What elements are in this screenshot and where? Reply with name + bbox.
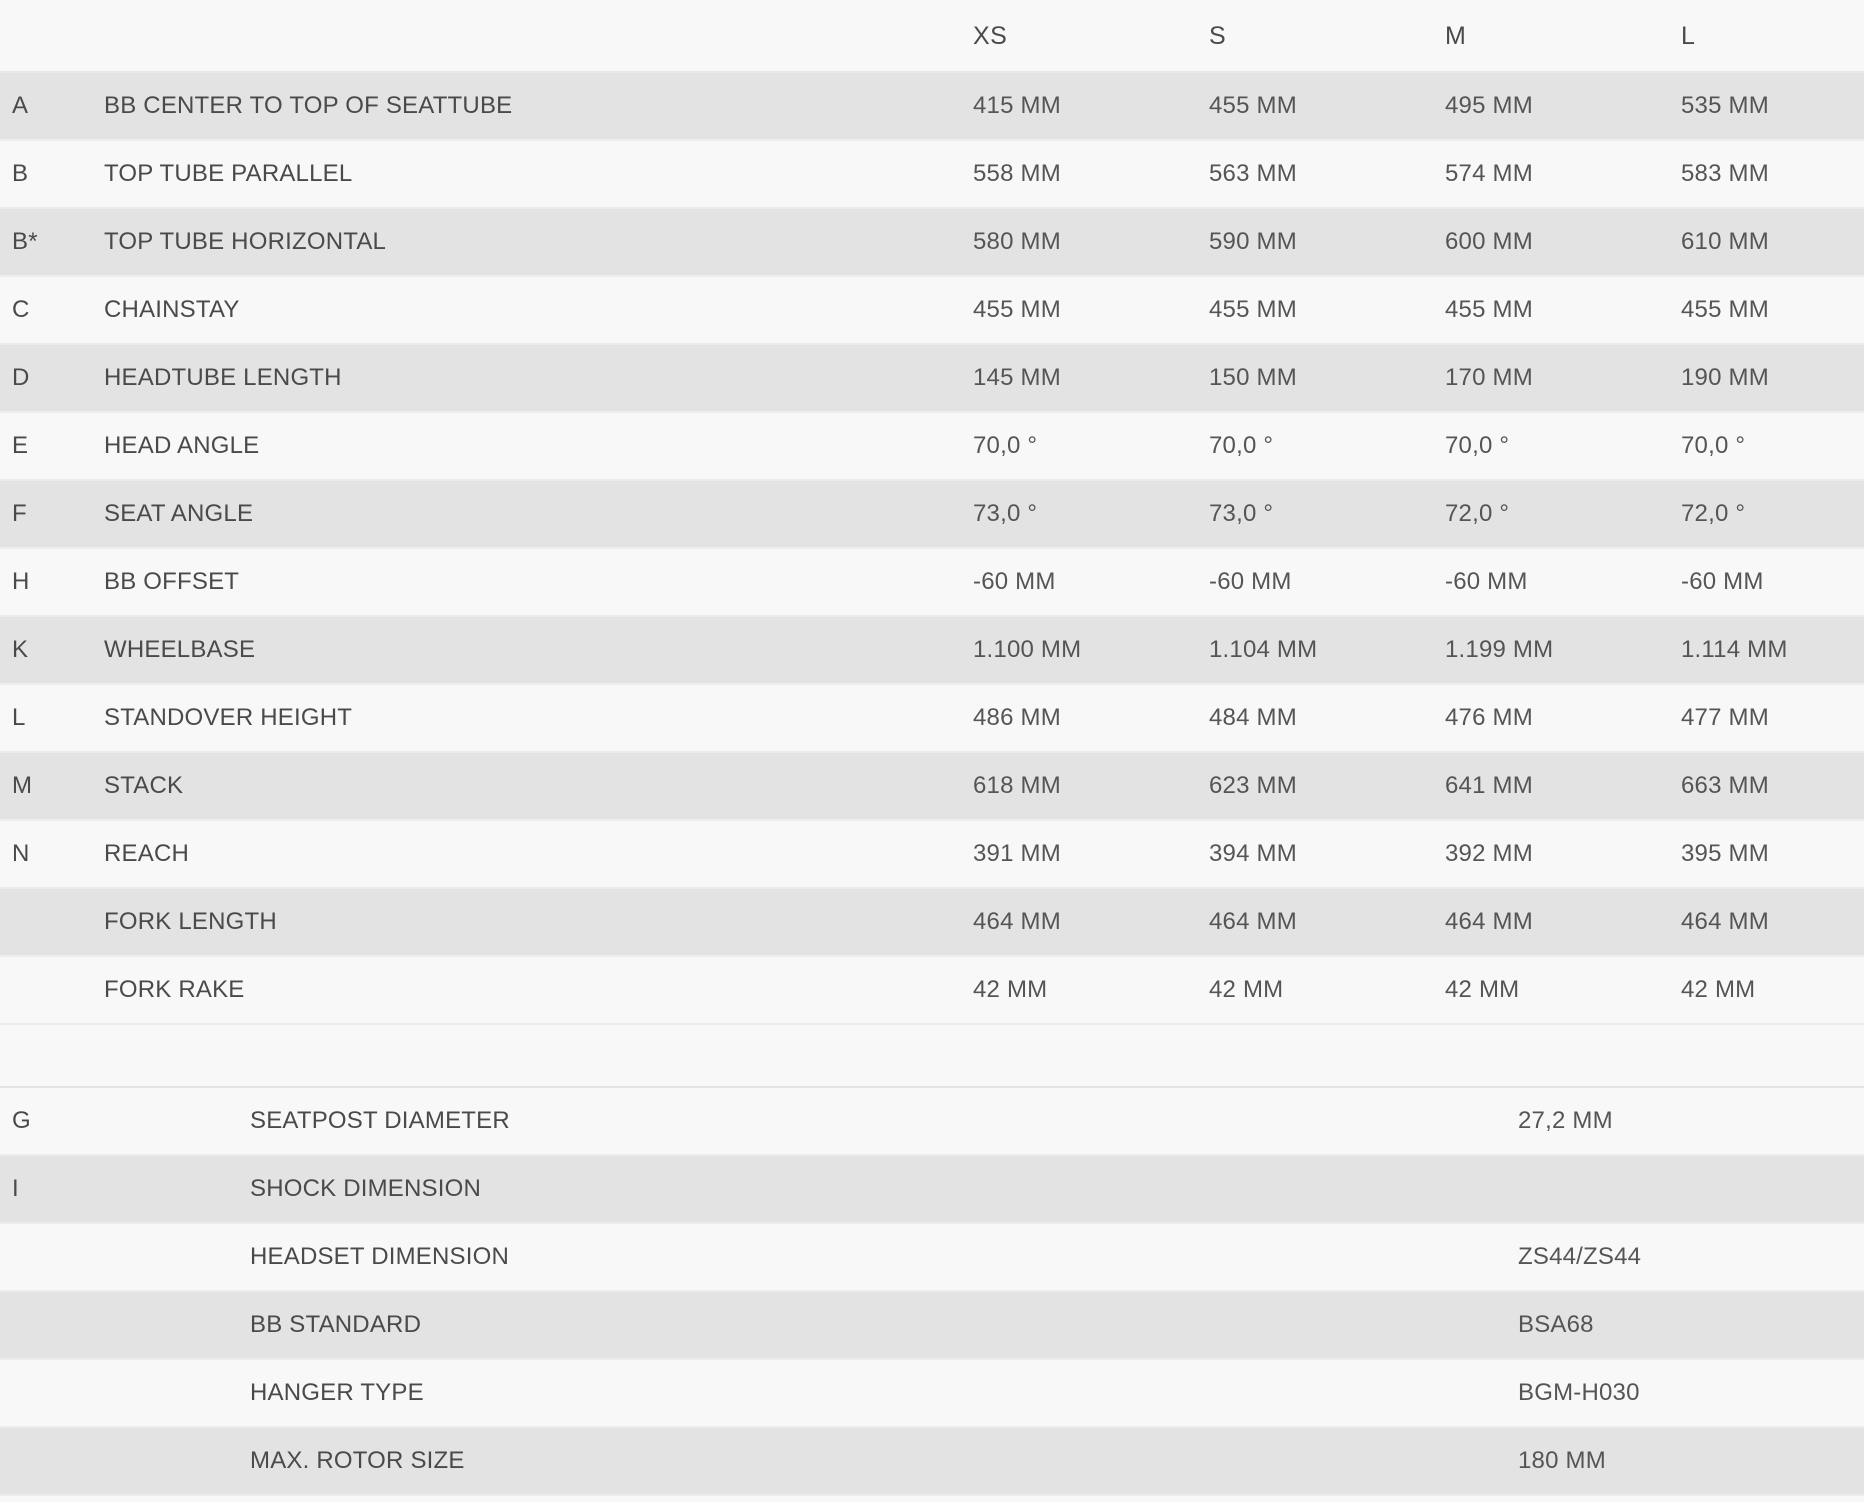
size-value-s: 563 MM [1209,160,1297,187]
size-value-m: 392 MM [1445,840,1533,867]
size-value-xs: 391 MM [973,840,1061,867]
spec-label: HANGER TYPE [250,1379,424,1406]
row-code: E [12,432,29,459]
row-code: D [12,364,30,391]
geometry-row [0,753,1864,821]
size-value-l: 1.114 MM [1681,636,1788,663]
size-value-l: -60 MM [1681,568,1764,595]
size-value-l: 583 MM [1681,160,1769,187]
geometry-row [0,141,1864,209]
size-header-l: L [1681,22,1696,50]
size-value-xs: 42 MM [973,976,1048,1003]
size-value-xs: 415 MM [973,92,1061,119]
geometry-row [0,685,1864,753]
row-label: FORK LENGTH [104,908,277,935]
size-value-m: 464 MM [1445,908,1533,935]
spec-code: G [12,1107,31,1134]
size-value-l: 535 MM [1681,92,1769,119]
size-value-s: 42 MM [1209,976,1284,1003]
size-value-xs: 486 MM [973,704,1061,731]
spec-label: BB STANDARD [250,1311,422,1338]
size-value-xs: 618 MM [973,772,1061,799]
row-code: N [12,840,30,867]
size-value-s: -60 MM [1209,568,1292,595]
size-value-s: 150 MM [1209,364,1297,391]
spec-row [0,1088,1864,1156]
spec-row [0,1360,1864,1428]
size-header-xs: XS [973,22,1008,50]
spec-value: 27,2 MM [1518,1107,1613,1134]
row-code: B* [12,228,38,255]
row-label: TOP TUBE PARALLEL [104,160,353,187]
size-value-xs: 145 MM [973,364,1061,391]
row-label: STANDOVER HEIGHT [104,704,353,731]
size-value-s: 464 MM [1209,908,1297,935]
size-value-xs: 580 MM [973,228,1061,255]
row-label: CHAINSTAY [104,296,240,323]
row-code: C [12,296,30,323]
spec-row [0,1156,1864,1224]
size-value-s: 590 MM [1209,228,1297,255]
row-label: REACH [104,840,190,867]
spec-value: BGM-H030 [1518,1379,1640,1406]
row-code: M [12,772,33,799]
spec-label: MAX. ROTOR SIZE [250,1447,465,1474]
geometry-row [0,345,1864,413]
size-value-s: 1.104 MM [1209,636,1318,663]
size-value-m: 641 MM [1445,772,1533,799]
spec-value: BSA68 [1518,1311,1594,1338]
geometry-row [0,73,1864,141]
size-value-m: 476 MM [1445,704,1533,731]
spec-value: 180 MM [1518,1447,1606,1474]
spec-code: I [12,1175,19,1202]
row-label: STACK [104,772,184,799]
size-value-xs: 70,0 ° [973,432,1038,459]
size-value-s: 73,0 ° [1209,500,1274,527]
size-value-l: 42 MM [1681,976,1756,1003]
spec-label: SHOCK DIMENSION [250,1175,482,1202]
size-header-m: M [1445,22,1467,50]
size-value-l: 477 MM [1681,704,1769,731]
geometry-row [0,617,1864,685]
size-value-l: 455 MM [1681,296,1769,323]
size-value-m: 495 MM [1445,92,1533,119]
size-value-xs: 455 MM [973,296,1061,323]
size-value-xs: 73,0 ° [973,500,1038,527]
size-value-m: 574 MM [1445,160,1533,187]
geometry-row [0,549,1864,617]
size-value-l: 395 MM [1681,840,1769,867]
size-value-xs: 464 MM [973,908,1061,935]
row-label: BB CENTER TO TOP OF SEATTUBE [104,92,513,119]
size-value-s: 484 MM [1209,704,1297,731]
row-code: K [12,636,29,663]
spec-row [0,1224,1864,1292]
size-value-l: 610 MM [1681,228,1769,255]
geometry-row [0,209,1864,277]
size-value-m: -60 MM [1445,568,1528,595]
row-label: FORK RAKE [104,976,245,1003]
size-value-m: 455 MM [1445,296,1533,323]
geometry-row [0,481,1864,549]
size-value-l: 190 MM [1681,364,1769,391]
size-value-s: 455 MM [1209,296,1297,323]
spec-label: HEADSET DIMENSION [250,1243,509,1270]
size-value-m: 72,0 ° [1445,500,1510,527]
geometry-row [0,957,1864,1025]
size-value-xs: -60 MM [973,568,1056,595]
size-value-s: 70,0 ° [1209,432,1274,459]
row-label: TOP TUBE HORIZONTAL [104,228,387,255]
size-value-s: 394 MM [1209,840,1297,867]
spec-row [0,1428,1864,1496]
row-code: F [12,500,27,527]
spec-row [0,1292,1864,1360]
spec-rows [0,1088,1864,1496]
spec-value: ZS44/ZS44 [1518,1243,1642,1270]
size-value-l: 72,0 ° [1681,500,1746,527]
geometry-row [0,413,1864,481]
size-value-l: 70,0 ° [1681,432,1746,459]
size-value-l: 663 MM [1681,772,1769,799]
geometry-row [0,277,1864,345]
geometry-rows [0,73,1864,1025]
row-code: H [12,568,30,595]
size-value-m: 170 MM [1445,364,1533,391]
geometry-row [0,821,1864,889]
row-code: L [12,704,26,731]
row-label: BB OFFSET [104,568,240,595]
row-label: HEAD ANGLE [104,432,260,459]
spec-table [0,1086,1864,1496]
size-value-s: 455 MM [1209,92,1297,119]
size-value-xs: 1.100 MM [973,636,1082,663]
size-header-s: S [1209,22,1227,50]
size-value-s: 623 MM [1209,772,1297,799]
row-label: WHEELBASE [104,636,256,663]
geometry-header-row [0,0,1864,73]
size-value-xs: 558 MM [973,160,1061,187]
size-value-m: 600 MM [1445,228,1533,255]
row-label: HEADTUBE LENGTH [104,364,342,391]
size-value-l: 464 MM [1681,908,1769,935]
row-code: A [12,92,29,119]
size-value-m: 1.199 MM [1445,636,1554,663]
spec-label: SEATPOST DIAMETER [250,1107,510,1134]
size-value-m: 70,0 ° [1445,432,1510,459]
row-code: B [12,160,29,187]
size-value-m: 42 MM [1445,976,1520,1003]
geometry-row [0,889,1864,957]
row-label: SEAT ANGLE [104,500,254,527]
